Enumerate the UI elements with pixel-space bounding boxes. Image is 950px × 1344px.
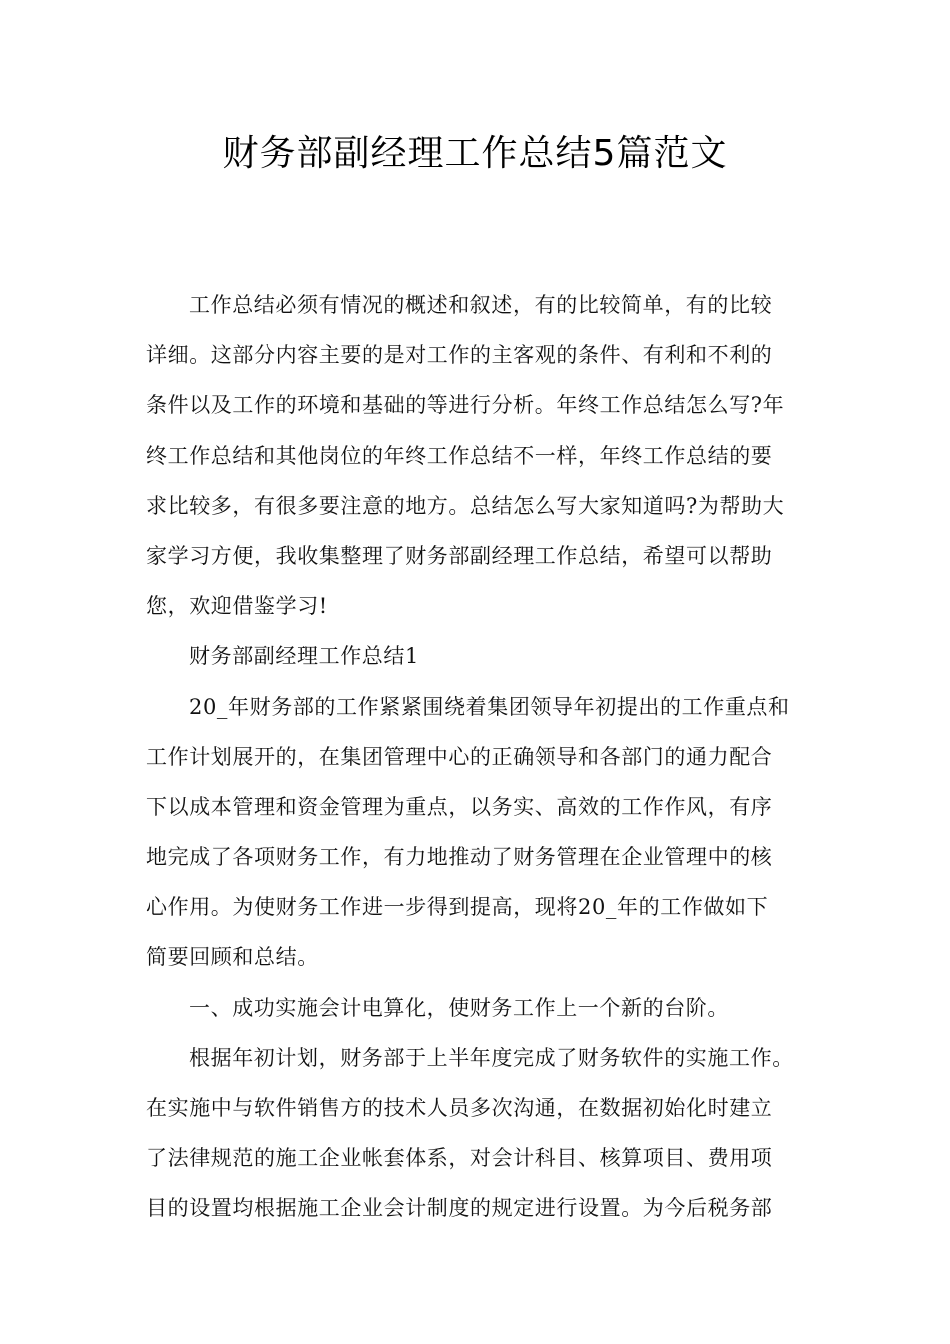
paragraph-line: 条件以及工作的环境和基础的等进行分析。年终工作总结怎么写?年 [146,393,785,418]
paragraph-line: 根据年初计划，财务部于上半年度完成了财务软件的实施工作。 [189,1045,794,1070]
paragraph-line: 下以成本管理和资金管理为重点，以务实、高效的工作作风，有序 [146,794,773,819]
paragraph-line: 地完成了各项财务工作，有力地推动了财务管理在企业管理中的核 [146,845,773,870]
document-title: 财务部副经理工作总结5篇范文 [222,133,728,174]
paragraph-line: 20_年财务部的工作紧紧围绕着集团领导年初提出的工作重点和 [189,694,790,719]
paragraph-line: 工作计划展开的，在集团管理中心的正确领导和各部门的通力配合 [146,744,773,769]
paragraph-line: 家学习方便，我收集整理了财务部副经理工作总结，希望可以帮助 [146,543,773,568]
paragraph-line: 详细。这部分内容主要的是对工作的主客观的条件、有利和不利的 [146,343,773,368]
paragraph-line: 目的设置均根据施工企业会计制度的规定进行设置。为今后税务部 [146,1196,773,1221]
document-body [146,280,810,1234]
paragraph-line: 简要回顾和总结。 [146,945,319,970]
paragraph-line: 工作总结必须有情况的概述和叙述，有的比较简单，有的比较 [189,293,773,317]
paragraph-line: 您，欢迎借鉴学习! [146,594,328,619]
section-heading: 财务部副经理工作总结1 [189,644,419,669]
paragraph-line: 心作用。为使财务工作进一步得到提高，现将20_年的工作做如下 [146,895,769,920]
paragraph-line: 求比较多，有很多要注意的地方。总结怎么写大家知道吗?为帮助大 [146,493,785,518]
subsection-heading: 一、成功实施会计电算化，使财务工作上一个新的台阶。 [189,995,729,1020]
paragraph-line: 了法律规范的施工企业帐套体系，对会计科目、核算项目、费用项 [146,1146,773,1171]
paragraph-line: 终工作总结和其他岗位的年终工作总结不一样，年终工作总结的要 [146,443,773,468]
paragraph-line: 在实施中与软件销售方的技术人员多次沟通，在数据初始化时建立 [146,1096,773,1120]
